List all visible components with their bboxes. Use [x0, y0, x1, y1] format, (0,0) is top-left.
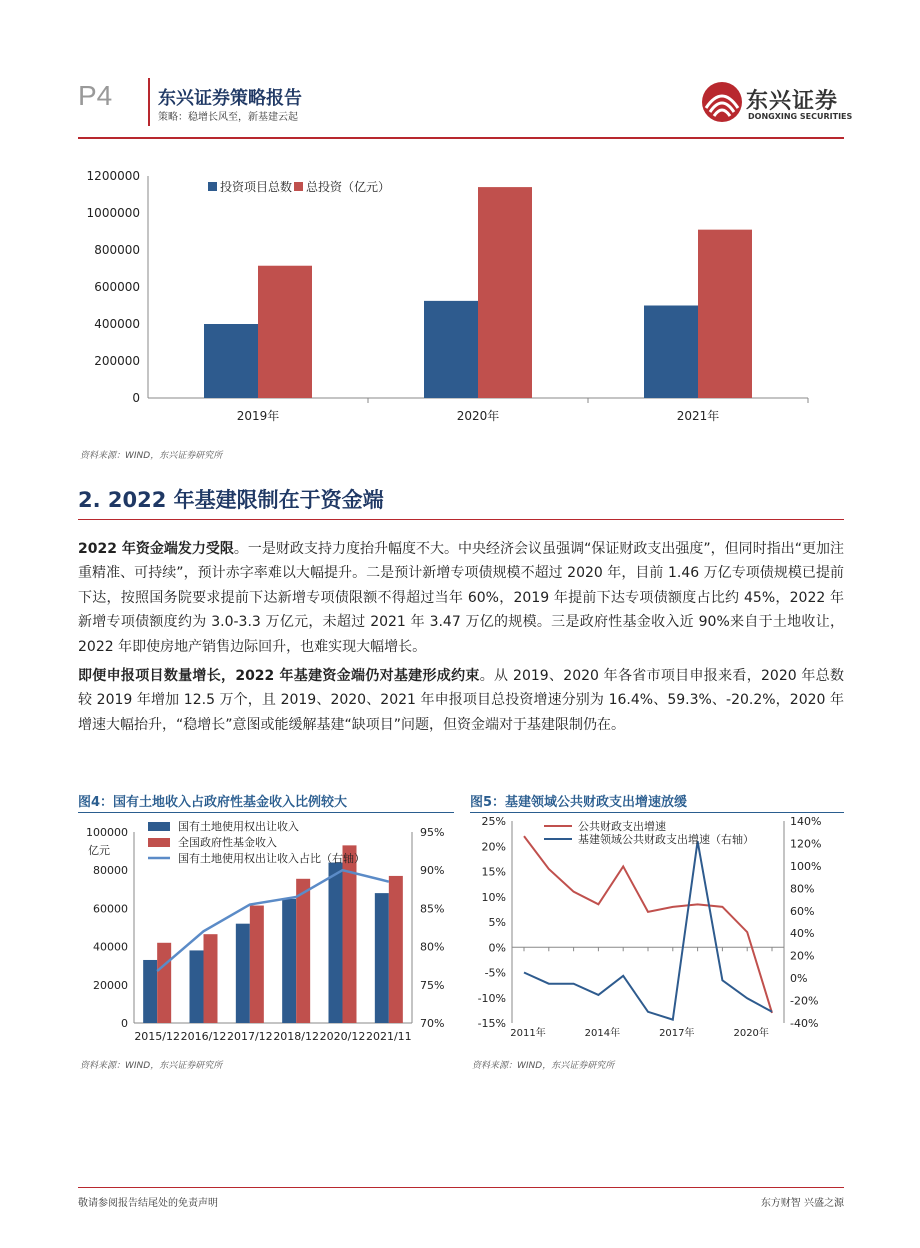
report-subtitle: 策略：稳增长风至，新基建云起 — [158, 112, 298, 123]
line-infra-spending-growth — [524, 841, 772, 1019]
x-tick-label: 2021年 — [676, 409, 720, 423]
bar-project-count — [644, 306, 698, 399]
y-tick-label: 40000 — [93, 940, 128, 954]
logo-text: 东兴证券 — [746, 89, 839, 114]
footer-slogan: 东方财智 兴盛之源 — [760, 1198, 844, 1209]
y2-tick-label: 85% — [420, 902, 445, 916]
y2-tick-label: -40% — [790, 1017, 819, 1030]
y-tick-label: 0 — [132, 391, 140, 405]
report-title: 东兴证券策略报告 — [158, 88, 302, 109]
x-tick-label: 2020年 — [456, 409, 500, 423]
x-tick-label: 2017/12 — [226, 1030, 273, 1043]
figure-4-rule — [78, 812, 454, 813]
legend-label: 公共财政支出增速 — [578, 820, 666, 833]
x-tick-label: 2020年 — [733, 1028, 769, 1039]
top-bar-chart — [78, 160, 844, 440]
header-rule — [78, 137, 844, 139]
bar-land-income — [143, 960, 157, 1023]
legend-label: 国有土地使用权出让收入 — [178, 820, 299, 833]
y2-tick-label: 20% — [790, 949, 815, 963]
paragraph-2 — [78, 664, 844, 737]
footer-rule — [78, 1187, 844, 1188]
y-tick-label: 5% — [488, 916, 506, 929]
section-rule — [78, 519, 844, 520]
logo-english: DONGXING SECURITIES — [748, 112, 853, 121]
figure-4-chart — [78, 816, 454, 1046]
legend-label: 总投资（亿元） — [306, 180, 391, 194]
legend-label: 基建领域公共财政支出增速（右轴） — [578, 833, 754, 846]
figure-5-chart — [470, 812, 844, 1046]
top-chart-source: 资料来源：WIND，东兴证券研究所 — [80, 451, 223, 461]
y-tick-label: 400000 — [94, 317, 140, 331]
y2-tick-label: 75% — [420, 978, 445, 992]
y-tick-label: 20% — [481, 840, 506, 854]
y-tick-label: 60000 — [93, 902, 128, 916]
bar-land-income — [329, 863, 343, 1023]
y2-tick-label: 95% — [420, 826, 445, 839]
bar-fund-income — [204, 934, 218, 1023]
y2-tick-label: 100% — [790, 859, 822, 873]
paragraph-1-lead: 2022 年资金端发力受限 — [78, 541, 234, 557]
bar-total-investment — [478, 187, 532, 398]
legend-label: 全国政府性基金收入 — [178, 836, 277, 849]
bar-project-count — [204, 324, 258, 398]
y-tick-label: 80000 — [93, 864, 128, 878]
y-tick-label: 800000 — [94, 243, 140, 257]
legend-swatch — [208, 182, 217, 191]
figure-5-source: 资料来源：WIND，东兴证券研究所 — [472, 1061, 615, 1071]
paragraph-2-text: 。从 2019、2020 年各省市项目申报来看，2020 年总数较 2019 年增加 12.5 万个，且 2019、2020、2021 年申报项目总投资增速分别为 16.4%、59.3%、-20.2%，2020 年增速大幅抬升，“稳增长”意图或能缓解基建“缺项目”问题，但资金端对于基建限制仍在。 — [78, 668, 844, 733]
y2-tick-label: 0% — [790, 972, 808, 986]
y2-tick-label: 60% — [790, 904, 815, 918]
x-tick-label: 2018/12 — [273, 1030, 320, 1043]
y-tick-label: 25% — [481, 815, 506, 828]
y2-tick-label: 80% — [790, 882, 815, 896]
y-tick-label: 0% — [488, 941, 506, 955]
line-public-spending-growth — [524, 836, 772, 1013]
header-divider — [148, 78, 150, 126]
y-tick-label: 100000 — [86, 826, 128, 839]
bar-total-investment — [698, 230, 752, 398]
y-tick-label: -10% — [477, 991, 506, 1005]
bar-land-income — [282, 899, 296, 1023]
legend-label: 国有土地使用权出让收入占比（右轴） — [178, 852, 365, 865]
bar-fund-income — [157, 943, 171, 1023]
bar-land-income — [190, 950, 204, 1023]
x-tick-label: 2021/11 — [365, 1030, 412, 1043]
page-number: P4 — [78, 80, 113, 111]
bar-land-income — [236, 924, 250, 1023]
y2-tick-label: 70% — [420, 1017, 445, 1030]
y-tick-label: -5% — [484, 966, 506, 980]
y-tick-label: 1000000 — [86, 206, 140, 220]
y-tick-label: 20000 — [93, 978, 128, 992]
y-tick-label: 200000 — [94, 354, 140, 368]
legend-swatch — [294, 182, 303, 191]
bar-fund-income — [389, 876, 403, 1023]
x-tick-label: 2019年 — [236, 409, 280, 423]
x-tick-label: 2016/12 — [180, 1030, 227, 1043]
y2-tick-label: 40% — [790, 927, 815, 941]
y-tick-label: 1200000 — [86, 169, 140, 183]
bar-land-income — [375, 893, 389, 1023]
bar-fund-income — [250, 906, 264, 1023]
y2-tick-label: 120% — [790, 837, 822, 851]
logo-mark-icon — [700, 80, 744, 124]
bar-total-investment — [258, 266, 312, 398]
bar-fund-income — [296, 879, 310, 1023]
y-tick-label: 600000 — [94, 280, 140, 294]
x-tick-label: 2015/12 — [134, 1030, 181, 1043]
y-unit-label: 亿元 — [88, 844, 110, 857]
x-tick-label: 2014年 — [584, 1028, 621, 1039]
figure-4-source: 资料来源：WIND，东兴证券研究所 — [80, 1061, 223, 1071]
footer-disclaimer: 敬请参阅报告结尾处的免责声明 — [78, 1198, 218, 1209]
y2-tick-label: 90% — [420, 864, 445, 878]
y-tick-label: 0 — [121, 1017, 128, 1030]
legend-swatch — [148, 822, 170, 831]
x-tick-label: 2020/12 — [319, 1030, 366, 1043]
legend-label: 投资项目总数 — [220, 180, 293, 194]
legend-swatch — [148, 838, 170, 847]
x-tick-label: 2011年 — [510, 1028, 546, 1039]
x-tick-label: 2017年 — [659, 1028, 695, 1039]
y-tick-label: 10% — [481, 890, 506, 904]
bar-project-count — [424, 301, 478, 398]
paragraph-1 — [78, 537, 844, 659]
y2-tick-label: 80% — [420, 940, 445, 954]
y-tick-label: 15% — [481, 865, 506, 879]
y2-tick-label: 140% — [790, 815, 822, 828]
paragraph-2-lead: 即便申报项目数量增长，2022 年基建资金端仍对基建形成约束 — [78, 668, 480, 684]
y-tick-label: -15% — [477, 1017, 506, 1030]
figure-5-title: 图5：基建领域公共财政支出增速放缓 — [470, 795, 688, 810]
section-title: 2. 2022 年基建限制在于资金端 — [78, 488, 384, 512]
y2-tick-label: -20% — [790, 994, 819, 1008]
figure-4-title: 图4：国有土地收入占政府性基金收入比例较大 — [78, 795, 348, 810]
paragraph-1-text: 。一是财政支持力度抬升幅度不大。中央经济会议虽强调“保证财政支出强度”，但同时指出“更加注重精准、可持续”，预计赤字率难以大幅提升。二是预计新增专项债规模不超过 2020 年，目前 1.46 万亿专项债规模已提前下达，按照国务院要求提前下达新增专项债限额不得超过当年 60%，2019 年提前下达专项债额度占比约 45%，2022 年新增专项债额度约为 3.0-3.3 万亿元，未超过 2021 年 3.47 万亿的规模。三是政府性基金收入近 90%来自于土地收让，2022 年即使房地产销售边际回升，也难实现大幅增长。 — [78, 541, 844, 655]
